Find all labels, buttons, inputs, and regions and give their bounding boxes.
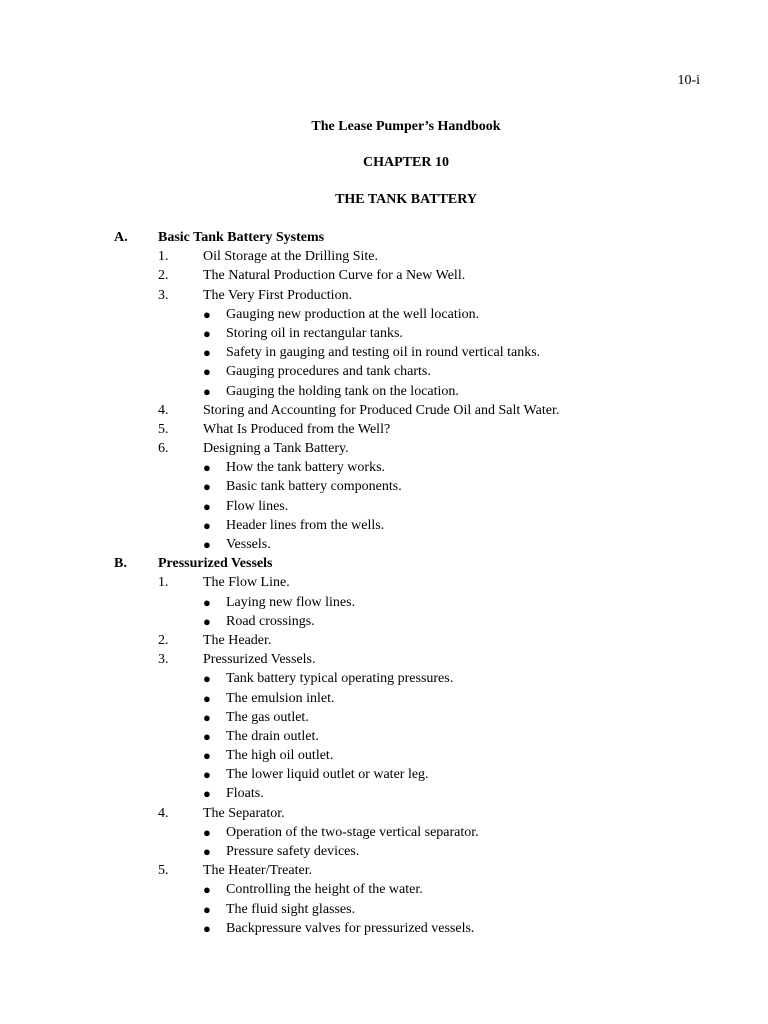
item-text: The Very First Production.	[203, 287, 353, 303]
bullet-item	[0, 305, 768, 324]
numbered-item	[0, 439, 768, 458]
bullet-dot-icon: ●	[203, 383, 211, 399]
bullet-text: Vessels.	[226, 537, 271, 552]
bullet-text: The emulsion inlet.	[226, 690, 335, 706]
bullet-text: Floats.	[226, 786, 264, 802]
bullet-text: Gauging new production at the well location.	[226, 306, 480, 322]
numbered-item	[0, 420, 768, 439]
numbered-item	[0, 247, 768, 266]
bullet-text: The high oil outlet.	[226, 748, 334, 764]
item-text: Designing a Tank Battery.	[203, 441, 349, 457]
bullet-text: The fluid sight glasses.	[226, 901, 356, 917]
bullet-item	[0, 823, 768, 842]
bullet-item	[0, 708, 768, 727]
bullet-dot-icon: ●	[203, 690, 211, 706]
item-number: 5.	[158, 863, 169, 879]
bullet-text: Gauging the holding tank on the location.	[226, 383, 459, 399]
bullet-dot-icon: ●	[203, 920, 211, 936]
numbered-item	[0, 286, 768, 305]
item-number: 3.	[158, 652, 169, 668]
bullet-dot-icon: ●	[203, 767, 211, 783]
bullet-dot-icon: ●	[203, 325, 211, 341]
chapter-heading: CHAPTER 10	[363, 155, 449, 170]
bullet-dot-icon: ●	[203, 728, 211, 744]
bullet-dot-icon: ●	[203, 460, 211, 476]
section-title: Basic Tank Battery Systems	[158, 230, 325, 245]
numbered-item	[0, 573, 768, 592]
bullet-dot-icon: ●	[203, 517, 211, 533]
bullet-text: Tank battery typical operating pressures.	[226, 671, 454, 687]
bullet-dot-icon: ●	[203, 824, 211, 840]
bullet-item	[0, 516, 768, 535]
item-text: What Is Produced from the Well?	[203, 421, 391, 437]
bullet-item	[0, 880, 768, 899]
bullet-text: The lower liquid outlet or water leg.	[226, 767, 429, 783]
bullet-text: Controlling the height of the water.	[226, 882, 423, 898]
bullet-dot-icon: ●	[203, 498, 211, 514]
bullet-item	[0, 362, 768, 381]
numbered-item	[0, 401, 768, 420]
bullet-item	[0, 612, 768, 631]
numbered-item	[0, 861, 768, 880]
bullet-item	[0, 689, 768, 708]
item-text: The Natural Production Curve for a New Well.	[203, 268, 466, 284]
bullet-text: How the tank battery works.	[226, 460, 386, 476]
item-text: Storing and Accounting for Produced Crude Oil and Salt Water.	[203, 402, 560, 418]
bullet-item	[0, 784, 768, 803]
section-letter: B.	[114, 556, 127, 572]
item-number: 2.	[158, 268, 169, 284]
bullet-item	[0, 458, 768, 477]
bullet-text: Backpressure valves for pressurized vessels.	[226, 920, 475, 936]
bullet-dot-icon: ●	[203, 613, 211, 629]
item-text: Oil Storage at the Drilling Site.	[203, 249, 378, 265]
bullet-dot-icon: ●	[203, 306, 211, 322]
bullet-item	[0, 900, 768, 919]
bullet-item	[0, 727, 768, 746]
section-heading	[0, 554, 768, 573]
bullet-dot-icon: ●	[203, 709, 211, 725]
bullet-dot-icon: ●	[203, 901, 211, 917]
bullet-item	[0, 593, 768, 612]
bullet-item	[0, 919, 768, 938]
bullet-item	[0, 343, 768, 362]
item-number: 5.	[158, 421, 169, 437]
bullet-item	[0, 842, 768, 861]
bullet-text: Road crossings.	[226, 613, 315, 629]
bullet-item	[0, 382, 768, 401]
bullet-dot-icon: ●	[203, 537, 211, 552]
bullet-item	[0, 477, 768, 496]
bullet-item	[0, 497, 768, 516]
bullet-text: Storing oil in rectangular tanks.	[226, 325, 403, 341]
item-number: 3.	[158, 287, 169, 303]
section-heading	[0, 228, 768, 247]
item-number: 2.	[158, 632, 169, 648]
item-text: The Header.	[203, 632, 272, 648]
bullet-text: Flow lines.	[226, 498, 289, 514]
bullet-text: Laying new flow lines.	[226, 594, 356, 610]
bullet-dot-icon: ●	[203, 844, 211, 859]
bullet-dot-icon: ●	[203, 594, 211, 610]
numbered-item	[0, 650, 768, 669]
section-letter: A.	[114, 230, 128, 245]
bullet-text: Basic tank battery components.	[226, 479, 402, 495]
bullet-dot-icon: ●	[203, 671, 211, 687]
item-text: The Flow Line.	[203, 575, 290, 591]
bullet-dot-icon: ●	[203, 364, 211, 380]
bullet-dot-icon: ●	[203, 748, 211, 764]
bullet-text: Safety in gauging and testing oil in round vertical tanks.	[226, 345, 541, 361]
bullet-dot-icon: ●	[203, 882, 211, 898]
numbered-item	[0, 804, 768, 823]
numbered-item	[0, 631, 768, 650]
numbered-item	[0, 266, 768, 285]
item-text: The Separator.	[203, 805, 285, 821]
item-number: 1.	[158, 249, 169, 265]
bullet-text: Operation of the two-stage vertical separator.	[226, 824, 479, 840]
bullet-dot-icon: ●	[203, 786, 211, 802]
bullet-item	[0, 746, 768, 765]
page-number: 10-i	[677, 73, 700, 88]
bullet-item	[0, 324, 768, 343]
section-title: Pressurized Vessels	[158, 556, 273, 572]
bullet-item	[0, 765, 768, 784]
item-text: Pressurized Vessels.	[203, 652, 316, 668]
bullet-text: The drain outlet.	[226, 728, 319, 744]
item-number: 6.	[158, 441, 169, 457]
document-title: The Lease Pumper’s Handbook	[311, 119, 501, 134]
item-number: 4.	[158, 402, 169, 418]
bullet-text: Pressure safety devices.	[226, 844, 360, 859]
bullet-text: Header lines from the wells.	[226, 517, 385, 533]
bullet-item	[0, 535, 768, 554]
item-number: 1.	[158, 575, 169, 591]
item-number: 4.	[158, 805, 169, 821]
bullet-dot-icon: ●	[203, 345, 211, 361]
bullet-dot-icon: ●	[203, 479, 211, 495]
bullet-text: The gas outlet.	[226, 709, 309, 725]
chapter-title: THE TANK BATTERY	[335, 192, 477, 207]
bullet-item	[0, 669, 768, 688]
item-text: The Heater/Treater.	[203, 863, 313, 879]
bullet-text: Gauging procedures and tank charts.	[226, 364, 431, 380]
outline-list	[0, 228, 768, 938]
